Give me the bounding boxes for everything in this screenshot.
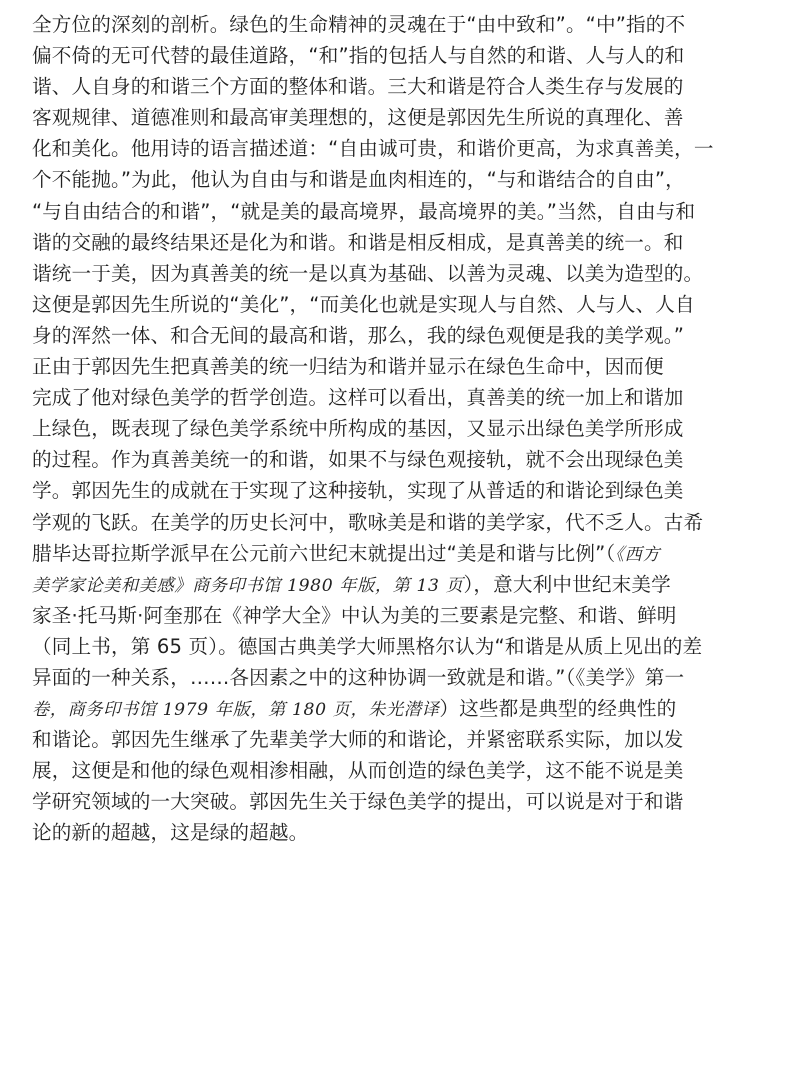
citation-text: 卷，商务印书馆 1979 年版，第 180 页，朱光潜译 (32, 700, 440, 721)
text-line: 这便是郭因先生所说的“美化”，“而美化也就是实现人与自然、人与人、人自 (32, 292, 695, 316)
text-line: 客观规律、道德准则和最高审美理想的，这便是郭因先生所说的真理化、善 (32, 106, 684, 130)
text-line (32, 569, 772, 600)
text-line: 谐的交融的最终结果还是化为和谐。和谐是相反相成，是真善美的统一。和 (32, 230, 684, 254)
text-line: 上绿色，既表现了绿色美学系统中所构成的基因，又显示出绿色美学所形成 (32, 417, 684, 441)
text-line: 全方位的深刻的剖析。绿色的生命精神的灵魂在于“由中致和”。“中”指的不 (32, 13, 686, 36)
text-line: 化和美化。他用诗的语言描述道：“自由诚可贵，和谐价更高，为求真善美，一 (32, 137, 714, 161)
text-line: 的过程。作为真善美统一的和谐，如果不与绿色观接轨，就不会出现绿色美 (32, 448, 684, 472)
text-line: （同上书，第 65 页）。德国古典美学大师黑格尔认为“和谐是从质上见出的差 (32, 634, 703, 658)
text-line: 家圣·托马斯·阿奎那在《神学大全》中认为美的三要素是完整、和谐、鲜明 (32, 603, 677, 627)
text-segment: 腊毕达哥拉斯学派早在公元前六世纪末就提出过“美是和谐与比例”（ (32, 541, 616, 565)
text-line: 谐统一于美，因为真善美的统一是以真为基础、以善为灵魂、以美为造型的。 (32, 261, 704, 285)
text-line: 完成了他对绿色美学的哲学创造。这样可以看出，真善美的统一加上和谐加 (32, 386, 684, 410)
citation-text: 《西方 (615, 544, 661, 565)
text-segment: ），意大利中世纪末美学 (463, 572, 671, 596)
text-segment: ）这些都是典型的经典性的 (439, 697, 677, 721)
citation-text: 美学家论美和美感》商务印书馆 1980 年版，第 13 页 (32, 575, 464, 596)
text-line: 论的新的超越，这是绿的超越。 (32, 821, 309, 845)
text-line: 展，这便是和他的绿色观相渗相融，从而创造的绿色美学，这不能不说是美 (32, 759, 684, 783)
text-line: 正由于郭因先生把真善美的统一归结为和谐并显示在绿色生命中，因而便 (32, 355, 664, 379)
text-line (32, 538, 772, 569)
text-line (32, 693, 772, 724)
text-line: 谐、人自身的和谐三个方面的整体和谐。三大和谐是符合人类生存与发展的 (32, 75, 684, 99)
text-line: 学研究领域的一大突破。郭因先生关于绿色美学的提出，可以说是对于和谐 (32, 790, 684, 814)
text-line: 身的浑然一体、和合无间的最高和谐，那么，我的绿色观便是我的美学观。” (32, 323, 685, 347)
text-line: 异面的一种关系，……各因素之中的这种协调一致就是和谐。”（《美学》第一 (32, 665, 685, 689)
text-line: 学。郭因先生的成就在于实现了这种接轨，实现了从普适的和谐论到绿色美 (32, 479, 684, 503)
text-line: “与自由结合的和谐”，“就是美的最高境界，最高境界的美。”当然，自由与和 (32, 199, 696, 223)
article-body (32, 9, 772, 849)
text-line: 和谐论。郭因先生继承了先辈美学大师的和谐论，并紧密联系实际，加以发 (32, 728, 684, 752)
text-line: 学观的飞跃。在美学的历史长河中，歌咏美是和谐的美学家，代不乏人。古希 (32, 510, 704, 534)
text-line: 个不能抛。”为此，他认为自由与和谐是血肉相连的，“与和谐结合的自由”， (32, 168, 685, 192)
text-line: 偏不倚的无可代替的最佳道路，“和”指的包括人与自然的和谐、人与人的和 (32, 44, 685, 68)
